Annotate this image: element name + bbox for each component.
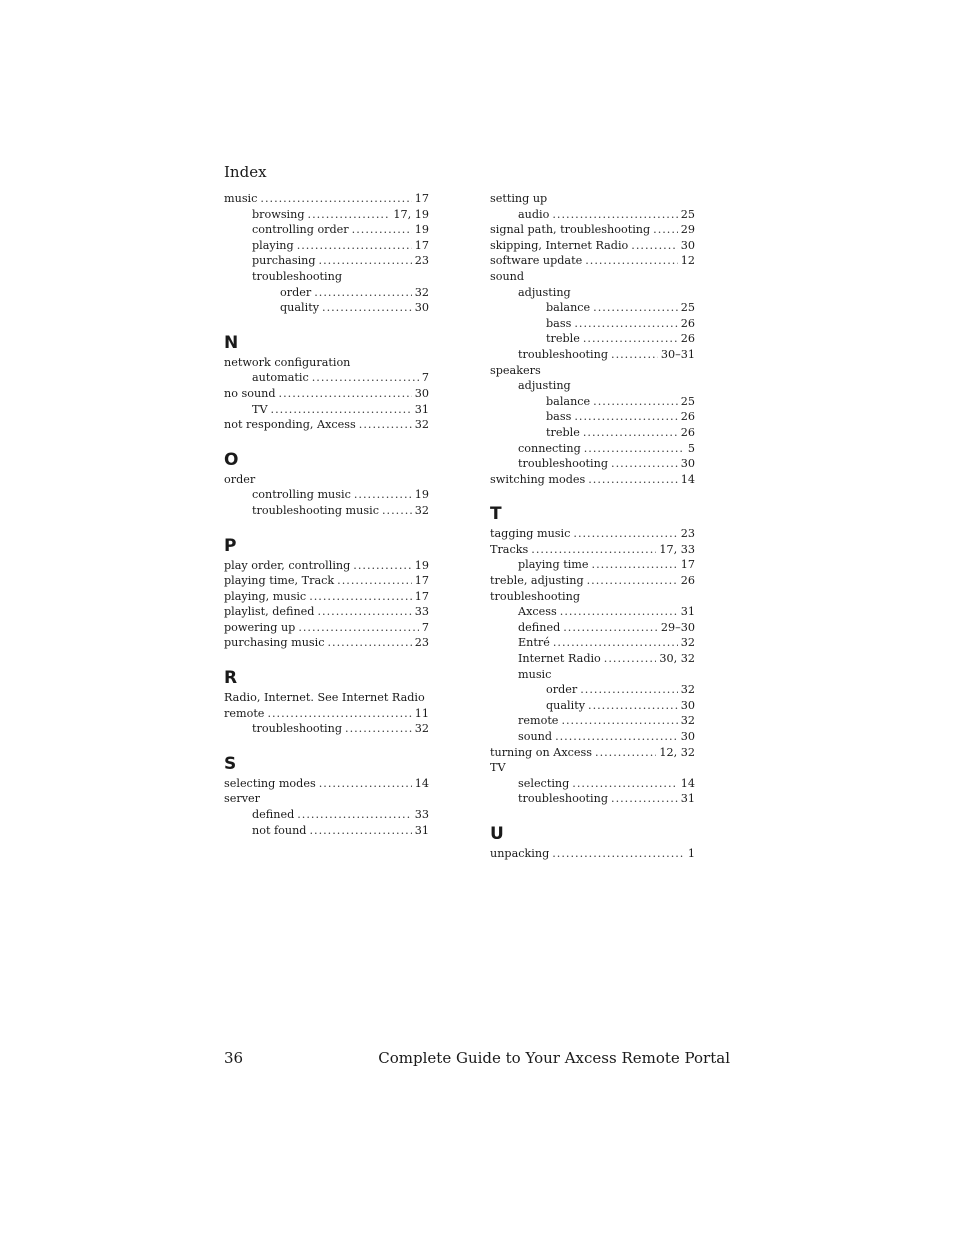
dot-leader bbox=[260, 191, 411, 207]
index-entry bbox=[490, 760, 695, 776]
index-entry bbox=[224, 589, 429, 605]
index-term: quality bbox=[280, 301, 320, 315]
index-entry bbox=[224, 721, 429, 737]
dot-leader bbox=[297, 238, 412, 254]
index-page-refs: 7 bbox=[421, 620, 429, 634]
index-page-refs: 23 bbox=[414, 636, 429, 650]
index-entry bbox=[224, 620, 429, 636]
index-entry bbox=[490, 651, 695, 667]
index-entry bbox=[490, 238, 695, 254]
dot-leader bbox=[337, 573, 412, 589]
index-page-refs: 26 bbox=[680, 425, 695, 439]
dot-leader bbox=[587, 573, 678, 589]
index-term: no sound bbox=[224, 386, 276, 400]
index-entry bbox=[490, 526, 695, 542]
dot-leader bbox=[354, 487, 412, 503]
index-term: TV bbox=[490, 761, 506, 775]
index-term: server bbox=[224, 792, 260, 806]
page-header: Index bbox=[224, 163, 267, 181]
dot-leader bbox=[382, 503, 412, 519]
index-entry bbox=[490, 745, 695, 761]
dot-leader bbox=[531, 542, 656, 558]
dot-leader bbox=[593, 300, 678, 316]
index-entry bbox=[224, 706, 429, 722]
index-entry bbox=[490, 347, 695, 363]
index-page-refs: 17 bbox=[414, 574, 429, 588]
index-term: bass bbox=[546, 410, 572, 424]
index-page-refs: 25 bbox=[680, 301, 695, 315]
index-entry bbox=[490, 776, 695, 792]
dot-leader bbox=[585, 253, 678, 269]
dot-leader bbox=[611, 791, 678, 807]
index-entry bbox=[490, 191, 695, 207]
index-entry bbox=[490, 300, 695, 316]
index-page-refs: 14 bbox=[680, 776, 695, 790]
index-term: troubleshooting bbox=[252, 722, 343, 736]
dot-leader bbox=[574, 316, 677, 332]
index-term: unpacking bbox=[490, 846, 550, 860]
dot-leader bbox=[572, 776, 677, 792]
page-number: 36 bbox=[224, 1049, 244, 1067]
index-page-refs: 32 bbox=[414, 722, 429, 736]
index-entry bbox=[490, 207, 695, 223]
index-page-refs: 5 bbox=[687, 441, 695, 455]
index-entry bbox=[490, 667, 695, 683]
index-term: playing bbox=[252, 238, 294, 252]
index-term: defined bbox=[252, 808, 295, 822]
index-page-refs: 23 bbox=[414, 254, 429, 268]
dot-leader bbox=[314, 285, 412, 301]
footer-book-title: Complete Guide to Your Axcess Remote Portal bbox=[378, 1049, 730, 1067]
index-page-refs: 25 bbox=[680, 207, 695, 221]
index-term: Radio, Internet. See Internet Radio bbox=[224, 691, 425, 705]
dot-leader bbox=[308, 207, 391, 223]
index-term: order bbox=[224, 472, 256, 486]
index-entry bbox=[224, 573, 429, 589]
index-entry bbox=[490, 441, 695, 457]
index-page-refs: 30–31 bbox=[660, 347, 695, 361]
index-term: defined bbox=[518, 620, 561, 634]
index-entry bbox=[224, 386, 429, 402]
index-entry bbox=[490, 620, 695, 636]
dot-leader bbox=[595, 745, 656, 761]
index-page-refs: 14 bbox=[414, 776, 429, 790]
index-page-refs: 11 bbox=[414, 706, 429, 720]
dot-leader bbox=[271, 402, 412, 418]
index-entry bbox=[490, 425, 695, 441]
index-term: purchasing bbox=[252, 254, 316, 268]
index-entry bbox=[490, 331, 695, 347]
index-term: signal path, troubleshooting bbox=[490, 223, 651, 237]
dot-leader bbox=[573, 526, 677, 542]
index-entry bbox=[224, 604, 429, 620]
index-term: play order, controlling bbox=[224, 558, 351, 572]
index-term: playing time, Track bbox=[224, 574, 335, 588]
index-page-refs: 32 bbox=[414, 285, 429, 299]
index-page-refs: 31 bbox=[414, 402, 429, 416]
index-entry bbox=[490, 285, 695, 301]
index-page-refs: 29–30 bbox=[660, 620, 695, 634]
index-page-refs: 17, 19 bbox=[393, 207, 429, 221]
index-entry bbox=[224, 791, 429, 807]
index-page-refs: 32 bbox=[680, 714, 695, 728]
index-term: music bbox=[518, 667, 552, 681]
index-page-refs: 7 bbox=[421, 371, 429, 385]
index-term: connecting bbox=[518, 441, 581, 455]
index-term: treble bbox=[546, 332, 580, 346]
index-term: adjusting bbox=[518, 379, 571, 393]
index-term: browsing bbox=[252, 207, 305, 221]
index-entry bbox=[490, 472, 695, 488]
index-page-refs: 19 bbox=[414, 558, 429, 572]
index-term: playing time bbox=[518, 558, 589, 572]
dot-leader bbox=[593, 394, 678, 410]
index-entry bbox=[490, 222, 695, 238]
index-term: sound bbox=[490, 269, 525, 283]
index-entry bbox=[224, 238, 429, 254]
index-section-letter: U bbox=[490, 823, 504, 844]
dot-leader bbox=[309, 589, 412, 605]
dot-leader bbox=[279, 386, 412, 402]
index-term: tagging music bbox=[490, 527, 571, 541]
index-entry bbox=[224, 355, 429, 371]
index-page-refs: 1 bbox=[687, 846, 695, 860]
index-entry bbox=[490, 635, 695, 651]
index-term: remote bbox=[518, 714, 559, 728]
index-entry bbox=[224, 807, 429, 823]
index-page-refs: 32 bbox=[414, 418, 429, 432]
index-entry bbox=[490, 604, 695, 620]
index-section-letter: S bbox=[224, 753, 237, 774]
index-page-refs: 26 bbox=[680, 332, 695, 346]
dot-leader bbox=[553, 635, 678, 651]
index-page-refs: 26 bbox=[680, 574, 695, 588]
index-page-refs: 17 bbox=[414, 589, 429, 603]
index-entry bbox=[490, 729, 695, 745]
dot-leader bbox=[588, 472, 678, 488]
dot-leader bbox=[328, 635, 412, 651]
index-page-refs: 31 bbox=[414, 823, 429, 837]
index-page-refs: 17 bbox=[414, 192, 429, 205]
index-page-refs: 33 bbox=[414, 808, 429, 822]
index-term: automatic bbox=[252, 371, 309, 385]
index-page-refs: 30 bbox=[680, 730, 695, 743]
index-term: switching modes bbox=[490, 472, 586, 486]
dot-leader bbox=[611, 456, 678, 472]
dot-leader bbox=[322, 300, 412, 316]
index-section-letter: R bbox=[224, 668, 238, 689]
index-column-right bbox=[490, 191, 695, 862]
dot-leader bbox=[359, 417, 412, 433]
index-entry bbox=[490, 269, 695, 285]
index-entry bbox=[224, 503, 429, 519]
index-entry bbox=[490, 363, 695, 379]
index-term: sound bbox=[518, 730, 553, 743]
dot-leader bbox=[574, 409, 677, 425]
index-entry bbox=[224, 191, 429, 207]
dot-leader bbox=[312, 370, 419, 386]
index-page-refs: 26 bbox=[680, 316, 695, 330]
index-entry bbox=[490, 713, 695, 729]
index-section-letter: O bbox=[224, 449, 239, 470]
index-entry bbox=[490, 557, 695, 573]
index-term: speakers bbox=[490, 363, 541, 377]
index-term: adjusting bbox=[518, 285, 571, 299]
index-term: Entré bbox=[518, 636, 550, 650]
index-page-refs: 31 bbox=[680, 792, 695, 806]
index-entry bbox=[490, 589, 695, 605]
index-term: treble bbox=[546, 425, 580, 439]
dot-leader bbox=[298, 620, 419, 636]
index-term: audio bbox=[518, 207, 550, 221]
index-term: balance bbox=[546, 394, 591, 408]
index-entry bbox=[224, 635, 429, 651]
index-term: playing, music bbox=[224, 589, 307, 603]
index-column-left bbox=[224, 191, 429, 838]
dot-leader bbox=[319, 253, 412, 269]
index-entry bbox=[490, 253, 695, 269]
dot-leader bbox=[317, 604, 411, 620]
dot-leader bbox=[561, 713, 677, 729]
dot-leader bbox=[604, 651, 657, 667]
index-page-refs: 32 bbox=[680, 636, 695, 650]
index-term: order bbox=[280, 285, 312, 299]
index-entry bbox=[224, 207, 429, 223]
dot-leader bbox=[583, 425, 678, 441]
index-page-refs: 26 bbox=[680, 410, 695, 424]
index-entry bbox=[224, 690, 429, 706]
index-page-refs: 29 bbox=[680, 223, 695, 237]
index-term: Tracks bbox=[490, 542, 529, 556]
index-page-refs: 30, 32 bbox=[659, 652, 695, 666]
index-entry bbox=[490, 682, 695, 698]
index-entry bbox=[490, 791, 695, 807]
index-entry bbox=[490, 316, 695, 332]
index-page-refs: 32 bbox=[414, 503, 429, 517]
dot-leader bbox=[631, 238, 677, 254]
index-page-refs: 14 bbox=[680, 472, 695, 486]
index-term: troubleshooting bbox=[518, 347, 609, 361]
index-page-refs: 12, 32 bbox=[659, 745, 695, 759]
index-term: network configuration bbox=[224, 355, 351, 369]
dot-leader bbox=[345, 721, 412, 737]
index-entry bbox=[224, 222, 429, 238]
index-entry bbox=[490, 394, 695, 410]
index-term: not responding, Axcess bbox=[224, 418, 356, 432]
dot-leader bbox=[267, 706, 411, 722]
index-page-refs: 30 bbox=[414, 386, 429, 400]
index-term: troubleshooting bbox=[518, 792, 609, 806]
index-term: troubleshooting bbox=[252, 269, 343, 283]
dot-leader bbox=[552, 846, 685, 862]
index-page-refs: 17 bbox=[414, 238, 429, 252]
index-page-refs: 31 bbox=[680, 605, 695, 619]
index-entry bbox=[224, 417, 429, 433]
index-page-refs: 30 bbox=[680, 698, 695, 712]
dot-leader bbox=[583, 331, 678, 347]
dot-leader bbox=[563, 620, 658, 636]
index-term: Axcess bbox=[518, 605, 557, 619]
index-term: bass bbox=[546, 316, 572, 330]
index-entry bbox=[490, 542, 695, 558]
index-term: balance bbox=[546, 301, 591, 315]
index-page-refs: 33 bbox=[414, 605, 429, 619]
index-term: troubleshooting music bbox=[252, 503, 379, 517]
index-page-refs: 17 bbox=[680, 558, 695, 572]
index-term: music bbox=[224, 192, 258, 205]
dot-leader bbox=[653, 222, 678, 238]
index-section-letter: N bbox=[224, 332, 239, 353]
dot-leader bbox=[319, 776, 412, 792]
dot-leader bbox=[592, 557, 678, 573]
index-term: controlling order bbox=[252, 223, 349, 237]
index-term: playlist, defined bbox=[224, 605, 315, 619]
index-entry bbox=[224, 285, 429, 301]
index-term: troubleshooting bbox=[490, 589, 581, 603]
index-term: remote bbox=[224, 706, 265, 720]
index-page-refs: 23 bbox=[680, 527, 695, 541]
index-entry bbox=[224, 487, 429, 503]
index-page-refs: 19 bbox=[414, 223, 429, 237]
dot-leader bbox=[552, 207, 677, 223]
index-page-refs: 19 bbox=[414, 488, 429, 502]
index-page-refs: 30 bbox=[680, 238, 695, 252]
index-entry bbox=[224, 776, 429, 792]
dot-leader bbox=[611, 347, 658, 363]
index-section-letter: T bbox=[490, 504, 502, 525]
index-term: setting up bbox=[490, 192, 548, 205]
index-page-refs: 30 bbox=[414, 301, 429, 315]
index-term: Internet Radio bbox=[518, 652, 601, 666]
index-term: powering up bbox=[224, 620, 296, 634]
index-entry bbox=[224, 823, 429, 839]
dot-leader bbox=[580, 682, 678, 698]
dot-leader bbox=[560, 604, 678, 620]
dot-leader bbox=[555, 729, 678, 745]
index-term: TV bbox=[252, 402, 268, 416]
dot-leader bbox=[309, 823, 411, 839]
index-term: turning on Axcess bbox=[490, 745, 593, 759]
dot-leader bbox=[297, 807, 412, 823]
index-entry bbox=[490, 378, 695, 394]
index-entry bbox=[490, 409, 695, 425]
index-entry bbox=[490, 846, 695, 862]
index-entry bbox=[490, 698, 695, 714]
index-page-refs: 32 bbox=[680, 683, 695, 697]
index-term: controlling music bbox=[252, 488, 351, 502]
index-page-refs: 12 bbox=[680, 254, 695, 268]
index-entry bbox=[224, 269, 429, 285]
index-entry bbox=[224, 558, 429, 574]
index-entry bbox=[490, 573, 695, 589]
index-entry bbox=[224, 370, 429, 386]
index-page-refs: 30 bbox=[680, 457, 695, 471]
index-term: skipping, Internet Radio bbox=[490, 238, 629, 252]
index-page-refs: 17, 33 bbox=[659, 542, 695, 556]
dot-leader bbox=[353, 558, 411, 574]
dot-leader bbox=[352, 222, 412, 238]
index-term: selecting bbox=[518, 776, 570, 790]
index-term: purchasing music bbox=[224, 636, 325, 650]
index-term: order bbox=[546, 683, 578, 697]
index-entry bbox=[224, 300, 429, 316]
dot-leader bbox=[588, 698, 678, 714]
index-entry bbox=[490, 456, 695, 472]
index-section-letter: P bbox=[224, 535, 237, 556]
index-term: treble, adjusting bbox=[490, 574, 584, 588]
index-entry bbox=[224, 253, 429, 269]
index-page-refs: 25 bbox=[680, 394, 695, 408]
index-term: not found bbox=[252, 823, 307, 837]
index-entry bbox=[224, 472, 429, 488]
index-term: troubleshooting bbox=[518, 457, 609, 471]
index-entry bbox=[224, 402, 429, 418]
index-term: software update bbox=[490, 254, 583, 268]
dot-leader bbox=[584, 441, 685, 457]
index-term: selecting modes bbox=[224, 776, 316, 790]
index-term: quality bbox=[546, 698, 586, 712]
